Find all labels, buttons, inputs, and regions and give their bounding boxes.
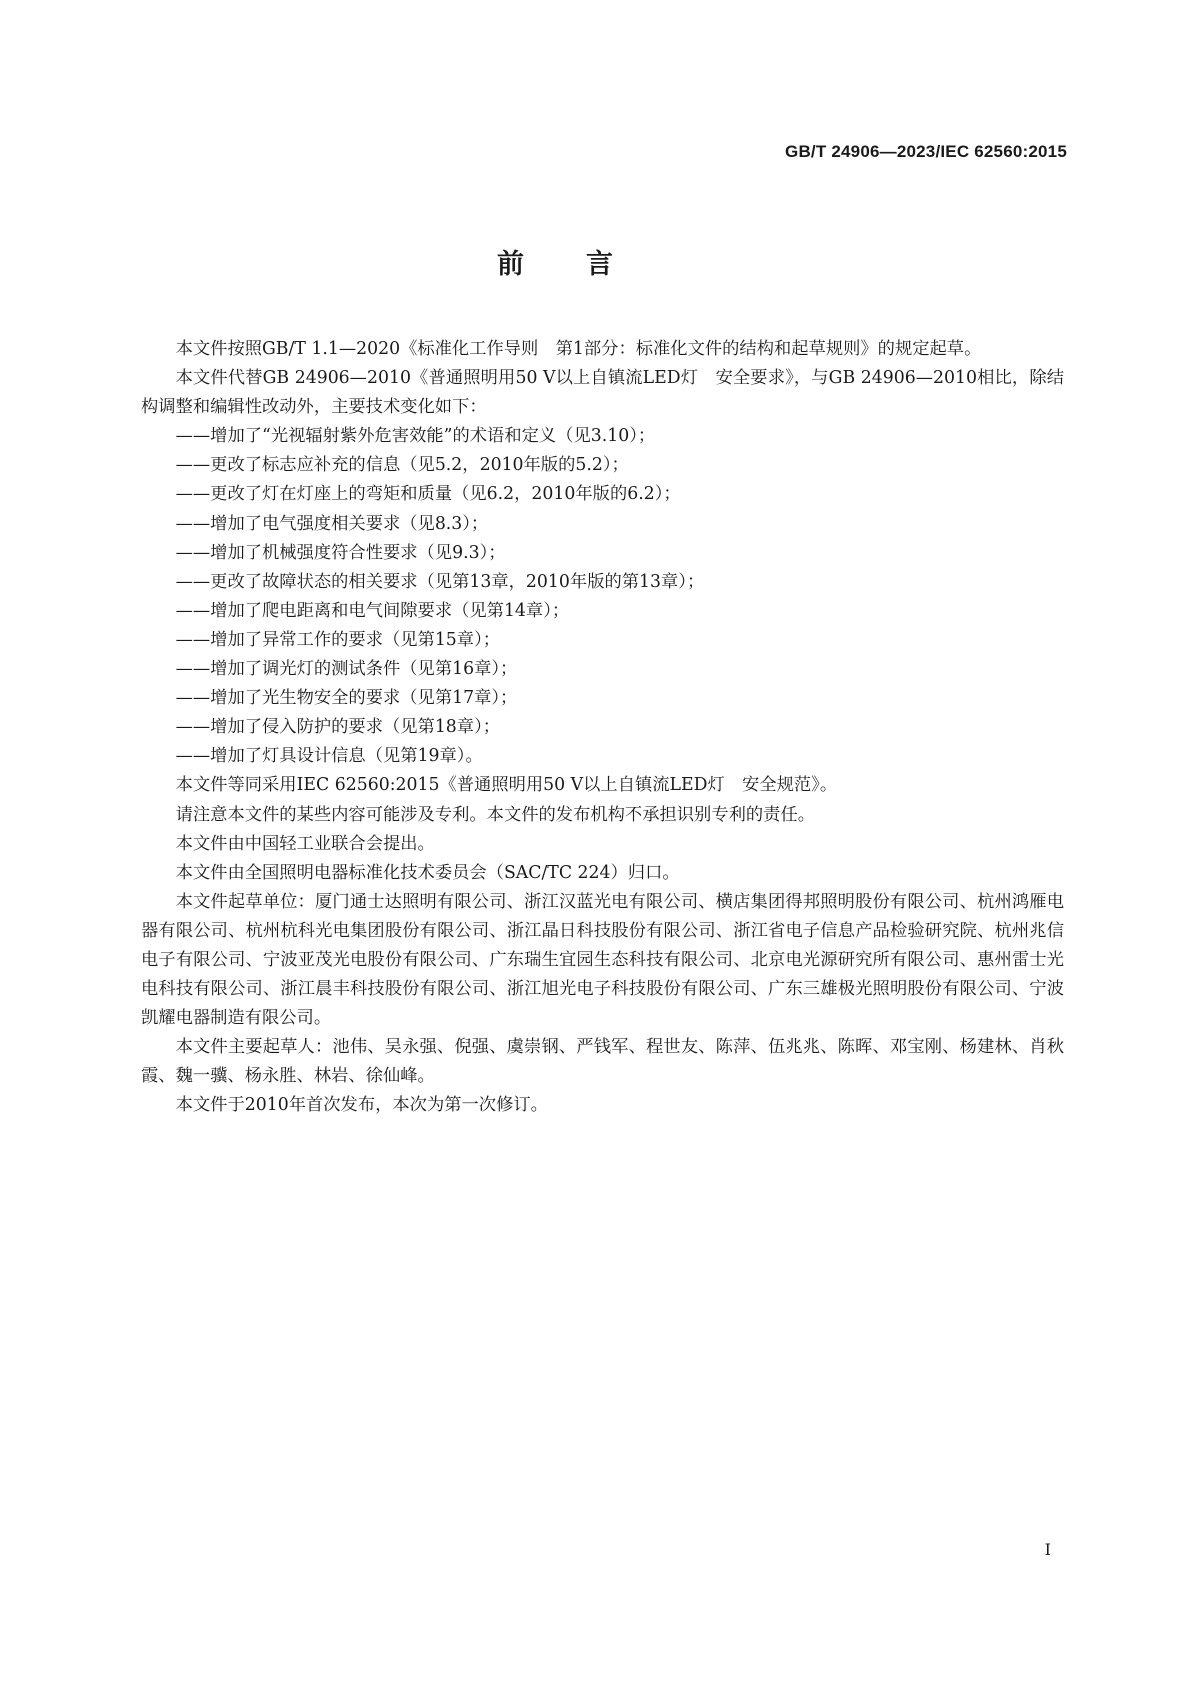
change-item: ——增加了灯具设计信息（见第19章）。 bbox=[175, 746, 483, 767]
change-item: ——增加了“光视辐射紫外危害效能”的术语和定义（见3.10）； bbox=[175, 426, 656, 447]
paragraph-equivalence: 本文件等同采用IEC 62560:2015《普通照明用50 V以上自镇流LED灯 安全规范》。 bbox=[175, 775, 838, 796]
page-title: 前言 bbox=[497, 249, 675, 280]
change-item: ——增加了调光灯的测试条件（见第16章）； bbox=[175, 659, 518, 680]
change-item: ——更改了标志应补充的信息（见5.2，2010年版的5.2）； bbox=[175, 455, 629, 476]
paragraph-drafting-rules: 本文件按照GB/T 1.1—2020《标准化工作导则 第1部分：标准化文件的结构和起草规则》的规定起草。 bbox=[175, 339, 982, 359]
paragraph-drafting-units: 本文件起草单位：厦门通士达照明有限公司、浙江汉蓝光电有限公司、横店集团得邦照明股份有限公司、杭州鸿雁电器有限公司、杭州杭科光电集团股份有限公司、浙江晶日科技股份有限公司、浙江省电子信息产品检验研究院、杭州兆信电子有限公司、宁波亚茂光电股份有限公司、广东瑞生宜园生态科技有限公司、北京电光源研究所有限公司、惠州雷士光电科技有限公司、浙江晨丰科技股份有限公司、浙江旭光电子科技股份有限公司、广东三雄极光照明股份有限公司、宁波凯耀电器制造有限公司。 bbox=[141, 891, 1064, 1029]
paragraph-proposer: 本文件由中国轻工业联合会提出。 bbox=[175, 833, 435, 854]
change-item: ——增加了异常工作的要求（见第15章）； bbox=[175, 629, 501, 650]
paragraph-history: 本文件于2010年首次发布，本次为第一次修订。 bbox=[175, 1095, 548, 1116]
change-item: ——增加了爬电距离和电气间隙要求（见第14章）； bbox=[175, 600, 570, 621]
change-item: ——增加了机械强度符合性要求（见9.3）； bbox=[175, 542, 506, 563]
paragraph-committee: 本文件由全国照明电器标准化技术委员会（SAC/TC 224）归口。 bbox=[175, 862, 680, 883]
change-item: ——增加了光生物安全的要求（见第17章）； bbox=[175, 688, 518, 709]
page-number: I bbox=[1044, 1540, 1051, 1559]
change-item: ——更改了灯在灯座上的弯矩和质量（见6.2，2010年版的6.2）； bbox=[175, 484, 681, 505]
change-item: ——更改了故障状态的相关要求（见第13章，2010年版的第13章）； bbox=[175, 571, 705, 592]
paragraph-replacement: 本文件代替GB 24906—2010《普通照明用50 V以上自镇流LED灯 安全要求》，与GB 24906—2010相比，除结构调整和编辑性改动外，主要技术变化如下： bbox=[141, 368, 1064, 418]
change-item: ——增加了电气强度相关要求（见8.3）； bbox=[175, 513, 489, 534]
standard-code: GB/T 24906—2023/IEC 62560:2015 bbox=[785, 142, 1067, 161]
paragraph-patent-notice: 请注意本文件的某些内容可能涉及专利。本文件的发布机构不承担识别专利的责任。 bbox=[175, 804, 816, 825]
foreword-body bbox=[141, 335, 1064, 1121]
change-list bbox=[141, 422, 1064, 771]
change-item: ——增加了侵入防护的要求（见第18章）； bbox=[175, 717, 501, 738]
paragraph-drafters: 本文件主要起草人：池伟、吴永强、倪强、虞崇钢、严钱军、程世友、陈萍、伍兆兆、陈晖、邓宝刚、杨建林、肖秋霞、魏一骥、杨永胜、林岩、徐仙峰。 bbox=[141, 1037, 1064, 1087]
